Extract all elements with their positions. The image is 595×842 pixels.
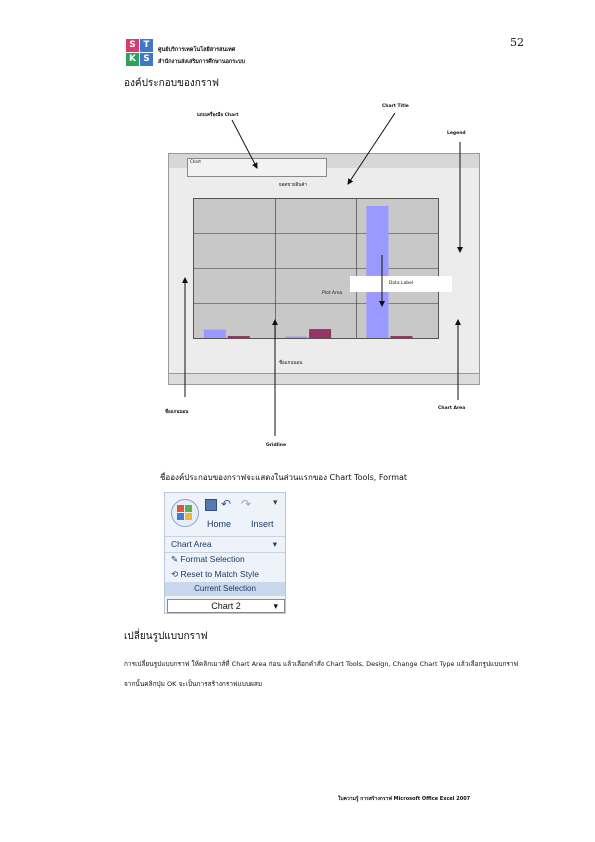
ribbon-screenshot <box>164 492 286 614</box>
reset-style-label: Reset to Match Style <box>180 569 259 579</box>
reset-style-icon: ⟲ <box>171 569 179 579</box>
format-selection-button[interactable] <box>165 552 285 567</box>
data-label-box: Data Label <box>350 276 452 292</box>
logo-letter: K <box>126 53 139 66</box>
annotation-gridline: Gridline <box>266 443 287 448</box>
chart-elements-dropdown[interactable] <box>165 536 285 553</box>
heading-components: องค์ประกอบของกราฟ <box>124 78 219 89</box>
logo-letter: S <box>140 53 153 66</box>
redo-icon[interactable]: ↷ <box>241 497 252 511</box>
toolbar-title: Chart <box>190 159 201 164</box>
page-footer: ใบความรู้ การสร้างกราฟ Microsoft Office Excel 2007 <box>338 796 471 802</box>
caption: ชื่อองค์ประกอบของกราฟจะแสดงในส่วนแรกของ Chart Tools, Format <box>160 473 408 482</box>
reset-style-button[interactable] <box>165 567 285 582</box>
office-logo-icon <box>177 505 184 512</box>
format-selection-icon: ✎ <box>171 554 179 564</box>
logo-letter: S <box>126 39 139 52</box>
chart-selector[interactable] <box>167 599 285 613</box>
annotation-chart-area: Chart Area <box>438 406 466 411</box>
current-selection-group-label: Current Selection <box>165 582 285 596</box>
heading-change-chart: เปลี่ยนรูปแบบกราฟ <box>124 631 208 642</box>
logo-letter: T <box>140 39 153 52</box>
tab-home[interactable]: Home <box>207 519 232 529</box>
chart-elements-value: Chart Area <box>171 539 212 549</box>
office-button[interactable] <box>171 499 199 527</box>
plot-area-label: Plot Area <box>322 291 343 296</box>
tab-insert[interactable]: Insert <box>251 519 274 529</box>
chart-title: ยอดขายสินค้า <box>279 183 307 188</box>
annotation-legend: Legend <box>447 131 466 136</box>
undo-icon[interactable]: ↶ <box>221 497 232 511</box>
office-logo-icon <box>185 505 192 512</box>
annotation-chart-tools: แถบเครื่องมือ Chart <box>197 113 239 118</box>
chart-selector-value: Chart 2 <box>211 601 241 611</box>
format-selection-label: Format Selection <box>180 554 245 564</box>
office-logo-icon <box>185 513 192 520</box>
x-axis-title: ชื่อแกนนอน <box>279 361 303 366</box>
page-number: 52 <box>510 36 524 49</box>
office-logo-icon <box>177 513 184 520</box>
chevron-down-icon: ▾ <box>273 601 278 611</box>
org-line-1: ศูนย์บริการเทคโนโลยีสารสนเทศ <box>158 47 236 53</box>
annotation-chart-title: Chart Title <box>382 104 409 109</box>
annotation-axis: ชื่อแกนนอน <box>165 410 189 415</box>
body-paragraph: การเปลี่ยนรูปแบบกราฟ ให้คลิกเมาส์ที่ Chart Area ก่อน แล้วเลือกคำสั่ง Chart Tools, Design, Change Chart Type แล้วเลือกรูปแบบกราฟ จากนั้นคลิกปุ่ม OK จะเป็นการสร้างกราฟแบบผสม <box>124 660 519 688</box>
customize-qat-icon[interactable]: ▾ <box>273 497 278 507</box>
chevron-down-icon: ▾ <box>272 539 277 549</box>
arrow-chart-tools <box>232 120 257 168</box>
org-line-2: สำนักงานส่งเสริมการศึกษานอกระบบ <box>158 59 246 65</box>
save-icon[interactable] <box>205 499 217 511</box>
arrow-chart-title <box>348 113 395 184</box>
